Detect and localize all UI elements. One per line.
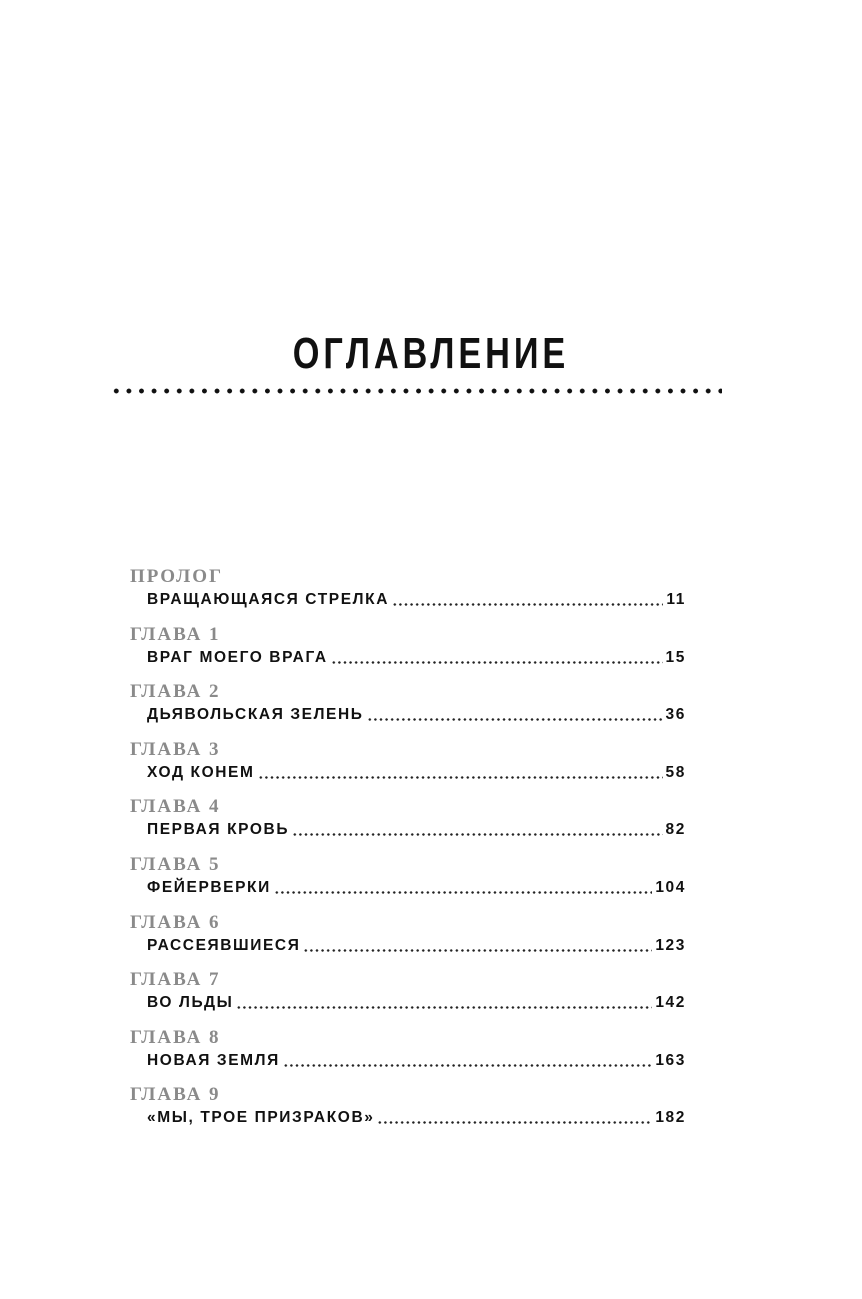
dot-leader <box>303 949 652 952</box>
toc-line <box>147 993 686 1013</box>
toc-line <box>147 820 686 840</box>
toc-line <box>147 648 686 668</box>
toc-page-number: 36 <box>665 706 686 724</box>
toc-line <box>147 1108 686 1128</box>
toc-title: ВРАГ МОЕГО ВРАГА <box>147 648 328 666</box>
toc-entry[interactable] <box>130 739 686 797</box>
toc-chapter-label: ГЛАВА 8 <box>130 1026 221 1048</box>
toc-entry[interactable] <box>130 566 686 624</box>
toc-line <box>147 878 686 898</box>
toc-page-number: 15 <box>665 648 686 666</box>
toc-entry[interactable] <box>130 912 686 970</box>
toc-title: РАССЕЯВШИЕСЯ <box>147 936 301 954</box>
toc-page-number: 182 <box>655 1109 686 1127</box>
toc-entry[interactable] <box>130 624 686 682</box>
toc-chapter-label: ГЛАВА 4 <box>130 796 221 818</box>
toc-entry[interactable] <box>130 1027 686 1085</box>
toc-chapter-label: ГЛАВА 5 <box>130 853 221 875</box>
toc-title: «МЫ, ТРОЕ ПРИЗРАКОВ» <box>147 1109 375 1127</box>
dot-leader <box>367 718 663 721</box>
dot-leader <box>274 891 652 894</box>
toc-chapter-label: ГЛАВА 9 <box>130 1084 221 1106</box>
toc-chapter-label: ПРОЛОГ <box>130 566 224 587</box>
toc-page-number: 104 <box>655 878 686 896</box>
toc-line <box>147 590 686 610</box>
toc-chapter-label: ГЛАВА 3 <box>130 738 221 760</box>
toc-chapter-label: ГЛАВА 1 <box>130 623 221 645</box>
page-title: ОГЛАВЛЕНИЕ <box>292 329 570 378</box>
toc-page-number: 11 <box>666 591 686 608</box>
toc-entry[interactable] <box>130 854 686 912</box>
toc-line <box>147 705 686 725</box>
toc-line <box>147 763 686 783</box>
toc-chapter-label: ГЛАВА 2 <box>130 681 221 703</box>
toc-title: ПЕРВАЯ КРОВЬ <box>147 821 290 839</box>
dot-leader <box>258 776 663 779</box>
toc-entry[interactable] <box>130 969 686 1027</box>
toc-page-number: 58 <box>665 763 686 781</box>
toc-page-number: 142 <box>655 994 686 1012</box>
toc-title: НОВАЯ ЗЕМЛЯ <box>147 1051 280 1069</box>
dot-leader <box>377 1121 652 1124</box>
table-of-contents <box>130 566 686 1142</box>
toc-title: ДЬЯВОЛЬСКАЯ ЗЕЛЕНЬ <box>147 706 364 724</box>
toc-line <box>147 936 686 956</box>
toc-chapter-label: ГЛАВА 6 <box>130 911 221 933</box>
toc-entry[interactable] <box>130 1084 686 1142</box>
dot-leader <box>236 1006 652 1009</box>
toc-title: ВРАЩАЮЩАЯСЯ СТРЕЛКА <box>147 591 389 608</box>
toc-page-number: 123 <box>655 936 686 954</box>
toc-page-number: 82 <box>665 821 686 839</box>
dot-leader <box>392 603 663 606</box>
toc-entry[interactable] <box>130 796 686 854</box>
toc-entry[interactable] <box>130 681 686 739</box>
dot-leader <box>292 833 662 836</box>
dot-leader <box>331 661 663 664</box>
toc-page-number: 163 <box>655 1051 686 1069</box>
dotted-divider <box>110 388 722 394</box>
toc-title: ВО ЛЬДЫ <box>147 994 234 1012</box>
toc-title: ХОД КОНЕМ <box>147 763 255 781</box>
toc-line <box>147 1051 686 1071</box>
toc-title: ФЕЙЕРВЕРКИ <box>147 878 271 896</box>
dot-leader <box>283 1064 652 1067</box>
toc-chapter-label: ГЛАВА 7 <box>130 969 221 991</box>
